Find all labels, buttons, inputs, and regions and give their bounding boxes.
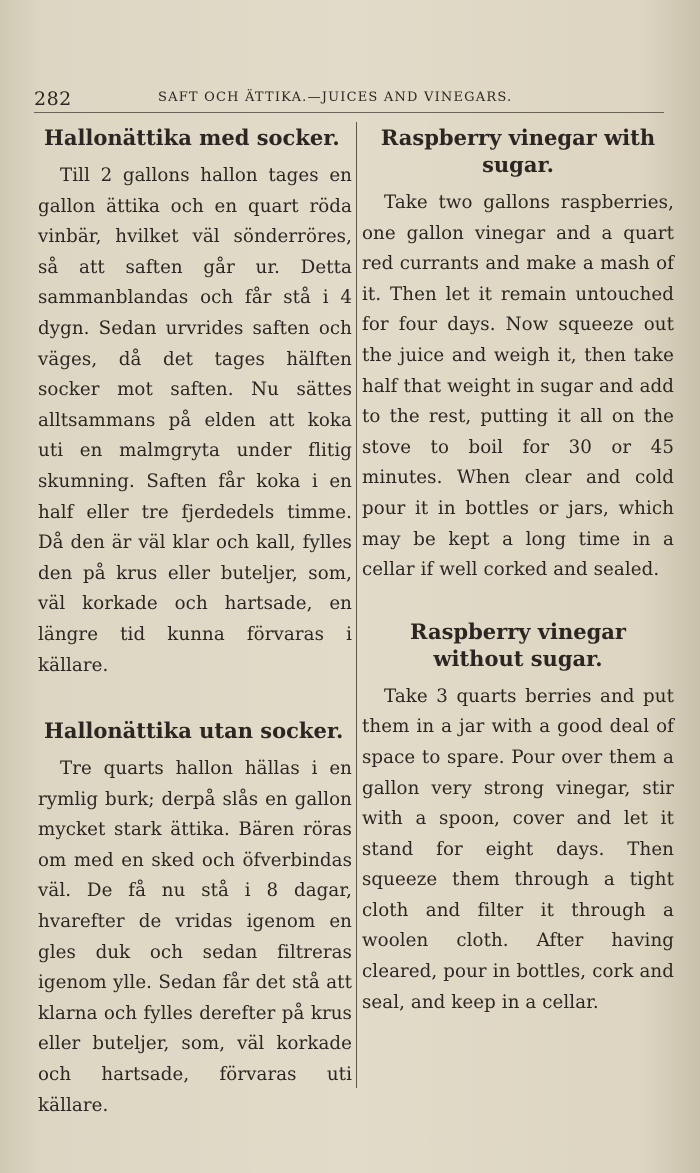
page-number: 282 <box>34 88 72 110</box>
header-rule <box>34 112 664 113</box>
recipe-title: Hallonättika med socker. <box>44 125 340 150</box>
recipe-body: Till 2 gallons hallon tages en gallon ättika och en quart röda vinbär, hvilket väl sönderröres, så att saften går ur. Detta sammanblandas och får stå i 4 dygn. Sedan urvrides saften och väges, då det tages hälften socker mot saften. Nu sättes alltsammans på elden att koka uti en malmgryta under flitig skumning. Saften får koka i en half eller tre fjerdedels timme. Då den är väl klar och kall, fylles den på krus eller buteljer, som, väl korkade och hartsade, en längre tid kunna förvaras i källare. <box>38 165 352 676</box>
recipe-section <box>38 124 352 681</box>
recipe-body: Take 3 quarts berries and put them in a jar with a good deal of space to spare. Pour over them a gallon very strong vinegar, stir with a spoon, cover and let it stand for eight days. Then squeeze them through a tight cloth and filter it through a woolen cloth. After having cleared, pour in bottles, cork and seal, and keep in a cellar. <box>362 685 674 1013</box>
recipe-body: Take two gallons raspberries, one gallon vinegar and a quart red currants and make a mash of it. Then let it remain untouched for four days. Now squeeze out the juice and weigh it, then take half that weight in sugar and add to the rest, putting it all on the stove to boil for 30 or 45 minutes. When clear and cold pour it in bottles or jars, which may be kept a long time in a cellar if well corked and sealed. <box>362 192 674 581</box>
running-head: SAFT OCH ÄTTIKA.—JUICES AND VINEGARS. <box>158 90 513 105</box>
column-divider <box>356 122 357 1088</box>
recipe-section <box>362 618 674 1019</box>
recipe-title: Raspberry vinegar without sugar. <box>410 618 626 671</box>
recipe-section <box>38 717 352 1121</box>
recipe-title: Hallonättika utan socker. <box>44 718 344 744</box>
swedish-column <box>38 124 352 1121</box>
recipe-section <box>362 124 674 586</box>
page-header <box>34 84 674 114</box>
english-column <box>362 124 674 1018</box>
recipe-body: Tre quarts hallon hällas i en rymlig burk; derpå slås en gallon mycket stark ättika. Bären röras om med en sked och öfverbindas väl. De få nu stå i 8 dagar, hvarefter de vridas igenom en gles duk och sedan filtreras igenom ylle. Sedan får det stå att klarna och fylles derefter på krus eller buteljer, som, väl korkade och hartsade, förvaras uti källare. <box>38 758 352 1116</box>
recipe-title: Raspberry vinegar with sugar. <box>380 125 656 177</box>
